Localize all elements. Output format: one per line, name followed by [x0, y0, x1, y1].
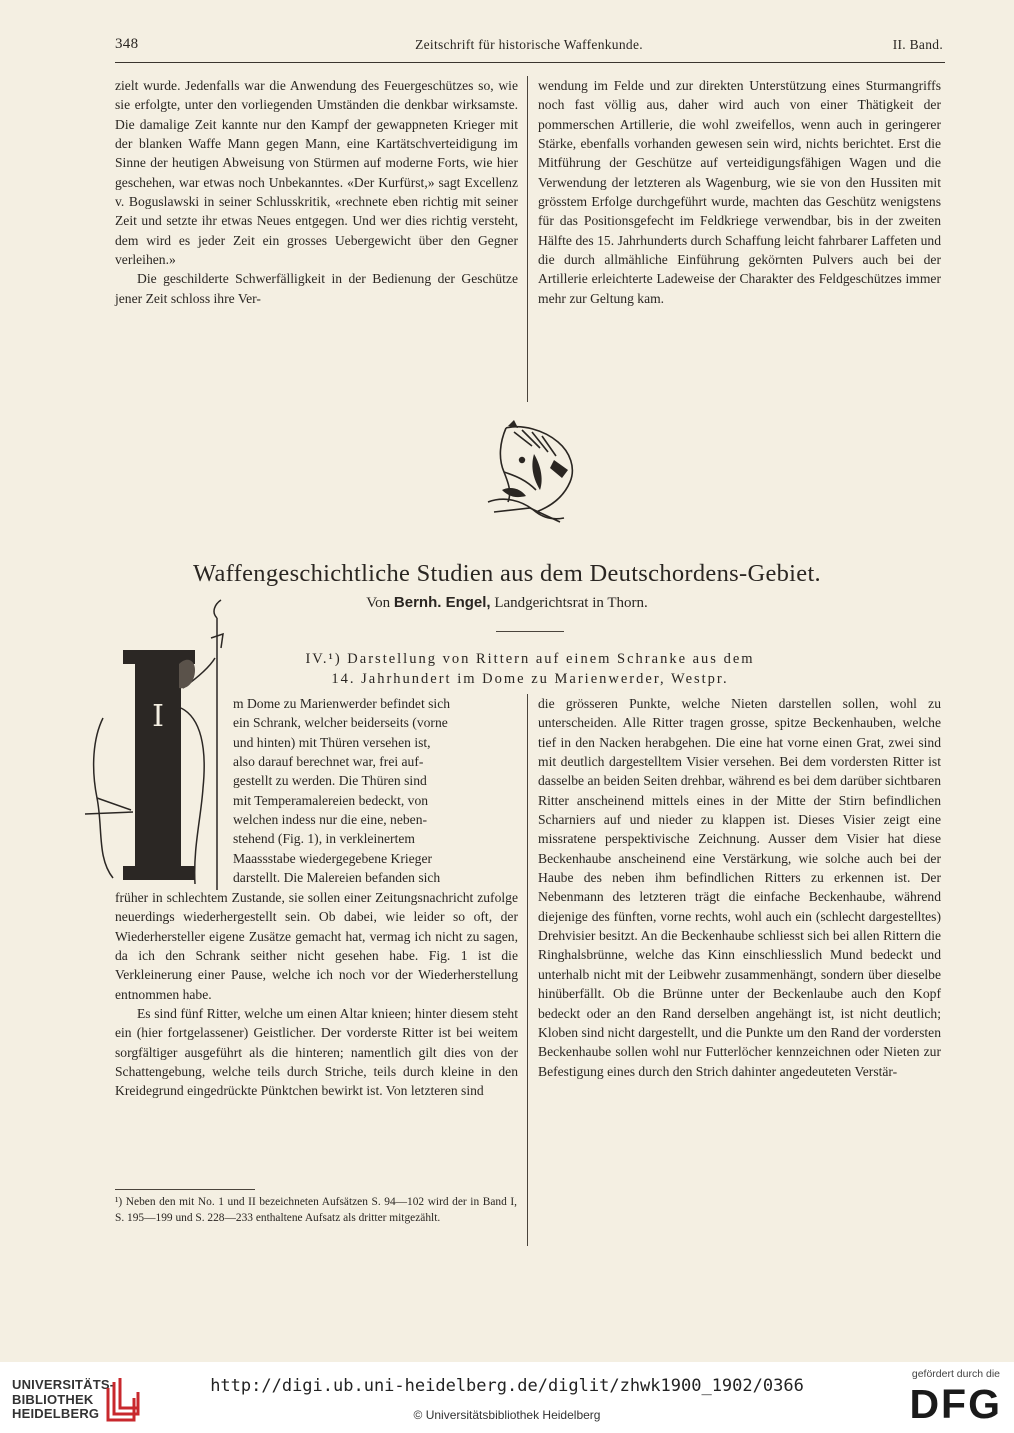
funding-note: gefördert durch die: [911, 1368, 1000, 1380]
initial-letter: I: [152, 699, 164, 734]
top-left-column: [115, 76, 518, 308]
author-name: Bernh. Engel,: [393, 594, 491, 611]
top-right-column: [538, 76, 941, 308]
paragraph: wendung im Felde und zur direkten Unterstützung eines Sturmangriffs noch fast völlig aus, daher wird auch von einer Thätigkeit der pommerschen Artillerie, die wohl zweifellos, wenn auch in geringerer Stärke, ebenfalls vorhanden gewesen sein wird, nichts berichtet. Erst die Mitführung der Geschütze auf verteidigungsfähigen Wagen und die Verwendung der letzteren als Wagenburg, wie sie von den Hussiten mit grösstem Erfolge durchgeführt wurde, machten das Geschütz wenigstens für das Positionsgefecht im Feldkriege verwendbar, bis in der zweiten Hälfte des 15. Jahrhunderts durch Schaffung leicht fahrbarer Laffeten und die durch allmähliche Einführung gekörnten Pulvers auch bei der Artillerie erleichterte Ladeweise der Charakter des Feldgeschützes immer mehr zur Geltung kam.: [538, 78, 941, 306]
section-heading-line-2: 14. Jahrhundert im Dome zu Marienwerder, Westpr.: [331, 671, 729, 687]
column-divider: [527, 694, 528, 1246]
paragraph: Es sind fünf Ritter, welche um einen Altar knieen; hinter diesem steht ein (hier fortgelassener) Geistlicher. Der vorderste Ritter ist bei weitem sorgfältiger ausgeführt als die hinteren; namentlich gilt dies von der Schattengebung, welche teils durch Striche, teils durch kleine in den Kreidegrund eingedrückte Pünktchen bewirkt ist. Von letzteren sind: [115, 1006, 518, 1099]
text-line: und hinten) mit Thüren versehen ist,: [233, 734, 431, 750]
paragraph: früher in schlechtem Zustande, sie sollen einer Zeitungsnachricht zufolge neuerdings wiederhergestellt sein. Ob dabei, wie leider so oft, der Wiederhersteller eigene Zusätze gemacht hat, vermag ich nicht zu sagen, da ich den Schrank seither nicht gesehen habe. Fig. 1 ist die Verkleinerung einer Pause, welche ich noch vor der Wiederherstellung entnommen habe.: [115, 890, 518, 1002]
article-title: Waffengeschichtliche Studien aus dem Deutschordens-Gebiet.: [193, 560, 821, 587]
library-name-line: BIBLIOTHEK: [12, 1391, 94, 1407]
footnote-rule: [115, 1189, 255, 1190]
journal-title: Zeitschrift für historische Waffenkunde.: [415, 37, 643, 52]
text-line: also darauf berechnet war, frei auf-: [233, 754, 424, 770]
viewer-footer: [0, 1362, 1014, 1433]
library-name-line: HEIDELBERG: [12, 1406, 100, 1421]
knight-initial-icon: [83, 598, 230, 893]
paragraph: die grösseren Punkte, welche Nieten darstellen sollen, wohl zu unterscheiden. Alle Ritter tragen grosse, spitze Beckenhauben, welche tief in den Nacken herabgehen. Die eine hat vorne einen Grat, zwei sind mit deutlich dargestelltem Visier versehen. Bei dem vordersten Ritter ist dasselbe an beiden Seiten drehbar, während es bei dem darüber sichtbaren Ritter anscheinend mittels eines in der Mitte der Stirn befindlichen Scharniers auf und nieder zu klappen ist. Dieses Visier zeigt eine missratene perspektivische Zeichnung. Ausser dem Visier hat diese Beckenhaube anscheinend eine Verstärkung, wie solche auch bei der Haube des neben ihm befindlichen Ritters zu erkennen ist. Der Nebenmann des letzteren trägt die einfache Beckenhaube, während diejenige des fünften, vorne rechts, wohl auch ein (schlecht dargestelltes) Drehvisier besitzt. An die Beckenhaube schliesst sich bei allen Rittern die Ringhalsbrünne, welche das Kinn einschliesslich Mund bedeckt und unterhalb nicht mit der Leibwehr zusammenhängt, sondern über dieselbe hinüberfällt. Ob die Brünne unter der Beckenlaube auch den Kopf bedeckt oder an den Rand derselben angehängt ist, ist nicht deutlich; Kloben sind nicht dargestellt, und die Punkte um den Rand der vordersten Beckenhaube sollen wohl nur Futterlöcher kennzeichnen oder Nieten zur Befestigung eines durch den Strich dahinter angedeuteten Verstär-: [538, 696, 941, 1079]
header-rule: [115, 62, 945, 63]
volume-label: II. Band.: [892, 37, 943, 52]
text-line: ein Schrank, welcher beiderseits (vorne: [233, 715, 448, 731]
text-line: darstellt. Die Malereien befanden sich: [233, 870, 441, 886]
footnote: ¹) Neben den mit No. 1 und II bezeichneten Aufsätzen S. 94—102 wird der in Band I, S. 195—199 und S. 228—233 enthaltene Aufsatz als dritter mitgezählt.: [115, 1196, 517, 1224]
lower-right-column: [538, 694, 941, 1081]
text-line: welchen indess nur die eine, neben-: [233, 812, 428, 828]
lower-left-initial-lines: [233, 694, 518, 887]
text-line: mit Temperamalereien bedeckt, von: [233, 792, 429, 808]
horse-head-vignette-icon: [474, 420, 584, 525]
section-heading-line-1: IV.¹) Darstellung von Rittern auf einem Schranke aus dem: [305, 651, 755, 667]
text-line: stehend (Fig. 1), in verkleinertem: [233, 831, 415, 847]
author-role: Landgerichtsrat in Thorn.: [494, 595, 648, 611]
title-rule: [496, 631, 564, 632]
permalink-url[interactable]: http://digi.ub.uni-heidelberg.de/diglit/zhwk1900_1902/0366: [210, 1376, 804, 1396]
byline-prefix: Von: [366, 595, 391, 611]
page-number: 348: [115, 36, 139, 52]
text-line: m Dome zu Marienwerder befindet sich: [233, 696, 451, 711]
running-header: [115, 36, 943, 58]
copyright-notice: © Universitätsbibliothek Heidelberg: [413, 1408, 601, 1422]
text-line: Maassstabe wiedergegebene Krieger: [233, 850, 433, 866]
dfg-logo[interactable]: DFG: [909, 1381, 1002, 1427]
paragraph: zielt wurde. Jedenfalls war die Anwendung des Feuergeschützes so, wie sie erfolgte, unter den vorliegenden Umständen die denkbar wirksamste. Die damalige Zeit kannte nur den Kampf der gewappneten Krieger mit der blanken Waffe Mann gegen Mann, eine Kartätschverteidigung im Sinne der heutigen Abweisung von Stürmen auf moderne Forts, wie hier geschehen, war etwas noch Unbekanntes. «Der Kurfürst,» sagt Excellenz v. Boguslawski in seiner Schlusskritik, «rechnete eben richtig mit seiner Zeit und setzte ihr etwas Neues entgegen. Und wer dies richtig versteht, dem wird es jeder Zeit ein grosses Uebergewicht über den Gegner verleihen.»: [115, 78, 518, 268]
lower-left-column: [115, 888, 518, 1101]
paragraph: Die geschilderte Schwerfälligkeit in der Bedienung der Geschütze jener Zeit schloss ihre Ver-: [115, 271, 518, 306]
text-line: gestellt zu werden. Die Thüren sind: [233, 773, 427, 789]
library-name-line: UNIVERSITÄTS-: [12, 1377, 115, 1392]
column-divider: [527, 76, 528, 402]
